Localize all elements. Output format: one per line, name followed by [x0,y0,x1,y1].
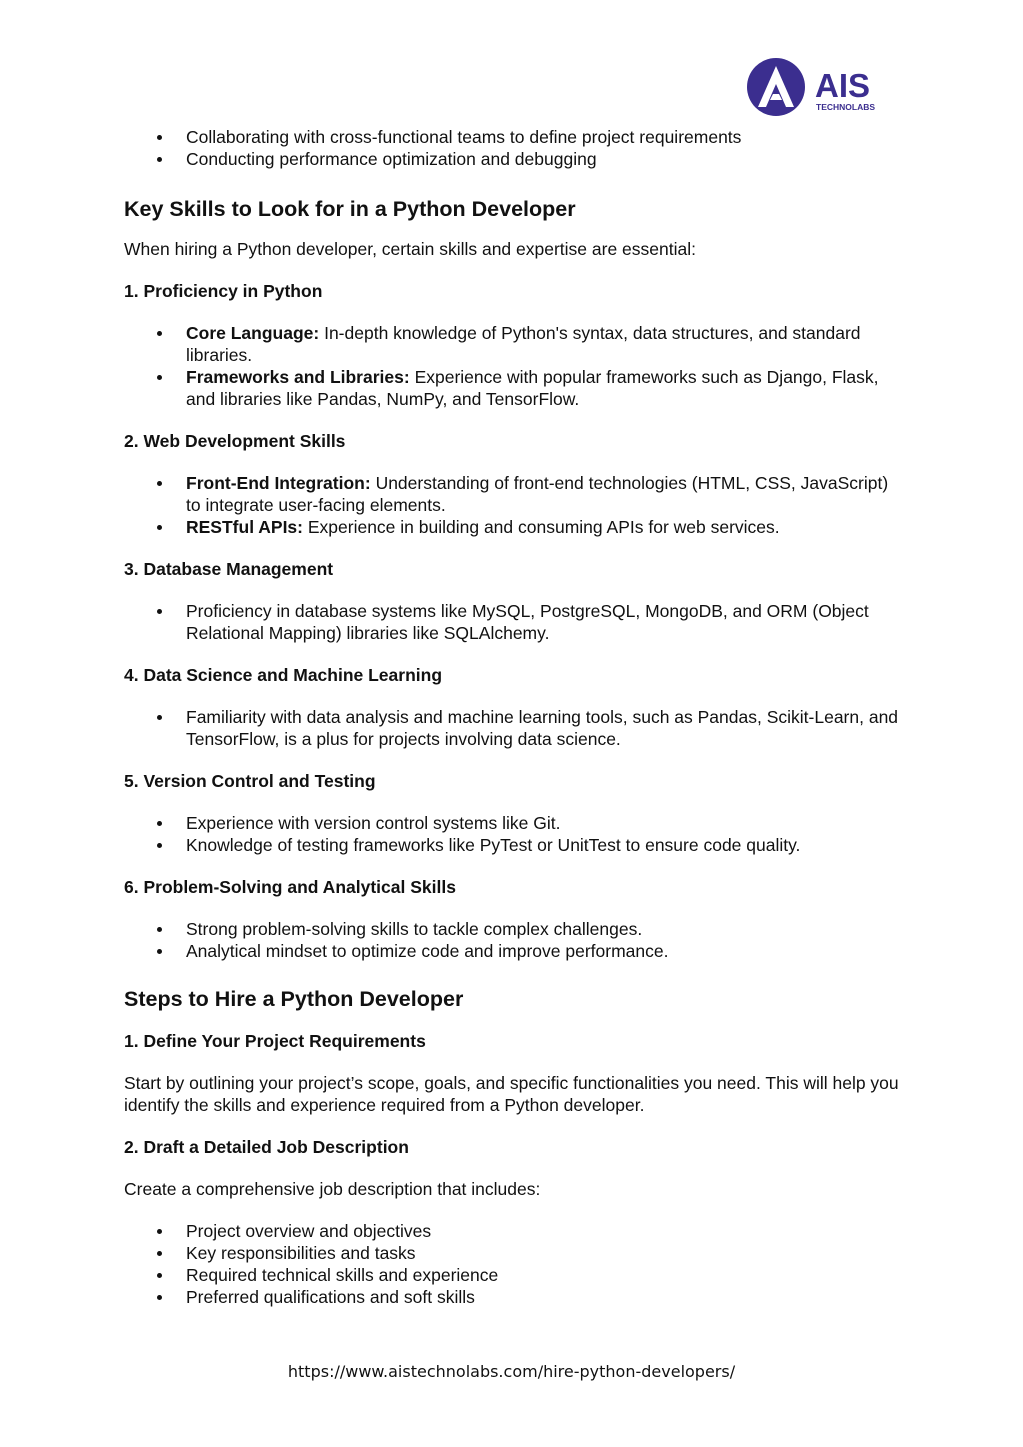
list-item: Familiarity with data analysis and machine learning tools, such as Pandas, Scikit-Learn, and TensorFlow, is a plus for projects involving data science. [186,706,904,750]
subheading-problem-solving: 6. Problem-Solving and Analytical Skills [124,877,456,897]
subheading-version-control: 5. Version Control and Testing [124,771,376,791]
section-heading-key-skills: Key Skills to Look for in a Python Developer [124,197,576,221]
list-item: Experience with version control systems like Git. [186,812,904,834]
list-item: Knowledge of testing frameworks like PyTest or UnitTest to ensure code quality. [186,834,904,856]
logo-name-bottom: TECHNOLABS [816,102,876,112]
list-item: Conducting performance optimization and debugging [186,148,904,170]
database-list [124,600,904,644]
job-description-intro: Create a comprehensive job description that includes: [124,1179,541,1199]
logo-name-top: AIS [815,67,871,104]
company-logo [746,57,906,117]
subheading-define-requirements: 1. Define Your Project Requirements [124,1031,426,1051]
proficiency-list [124,322,904,410]
list-item: Required technical skills and experience [186,1264,904,1286]
subheading-proficiency-python: 1. Proficiency in Python [124,281,323,301]
item-text: In-depth knowledge of Python's syntax, data structures, and standard libraries. [186,323,861,365]
list-item [186,366,904,410]
data-science-list [124,706,904,750]
problem-solving-list [124,918,904,962]
define-requirements-text: Start by outlining your project’s scope, goals, and specific functionalities you need. This will help you identify the skills and experience required from a Python developer. [124,1073,899,1115]
item-text: Experience in building and consuming APIs for web services. [303,517,780,537]
footer-url: https://www.aistechnolabs.com/hire-python-developers/ [287,1362,736,1381]
list-item: Proficiency in database systems like MySQL, PostgreSQL, MongoDB, and ORM (Object Relational Mapping) libraries like SQLAlchemy. [186,600,904,644]
list-item: Collaborating with cross-functional teams to define project requirements [186,126,904,148]
list-item: Project overview and objectives [186,1220,904,1242]
list-item: Key responsibilities and tasks [186,1242,904,1264]
list-item [186,472,904,516]
list-item: Preferred qualifications and soft skills [186,1286,904,1308]
item-text: Understanding of front-end technologies (HTML, CSS, JavaScript) to integrate user-facing elements. [186,473,889,515]
intro-bullet-list [124,126,904,170]
skills-intro-text: When hiring a Python developer, certain skills and expertise are essential: [124,239,696,259]
version-control-list [124,812,904,856]
subheading-data-science: 4. Data Science and Machine Learning [124,665,443,685]
list-item: Analytical mindset to optimize code and improve performance. [186,940,904,962]
item-label: Frameworks and Libraries: [186,367,410,387]
item-label: RESTful APIs: [186,517,303,537]
item-label: Front-End Integration: [186,473,371,493]
item-label: Core Language: [186,323,320,343]
web-dev-list [124,472,904,538]
list-item [186,516,904,538]
job-description-list [124,1220,904,1308]
subheading-job-description: 2. Draft a Detailed Job Description [124,1137,409,1157]
list-item: Strong problem-solving skills to tackle complex challenges. [186,918,904,940]
list-item [186,322,904,366]
document-body [124,126,904,1308]
subheading-web-development: 2. Web Development Skills [124,431,346,451]
section-heading-steps: Steps to Hire a Python Developer [124,987,464,1011]
item-text: Experience with popular frameworks such as Django, Flask, and libraries like Pandas, NumPy, and TensorFlow. [186,367,879,409]
subheading-database-management: 3. Database Management [124,559,334,579]
